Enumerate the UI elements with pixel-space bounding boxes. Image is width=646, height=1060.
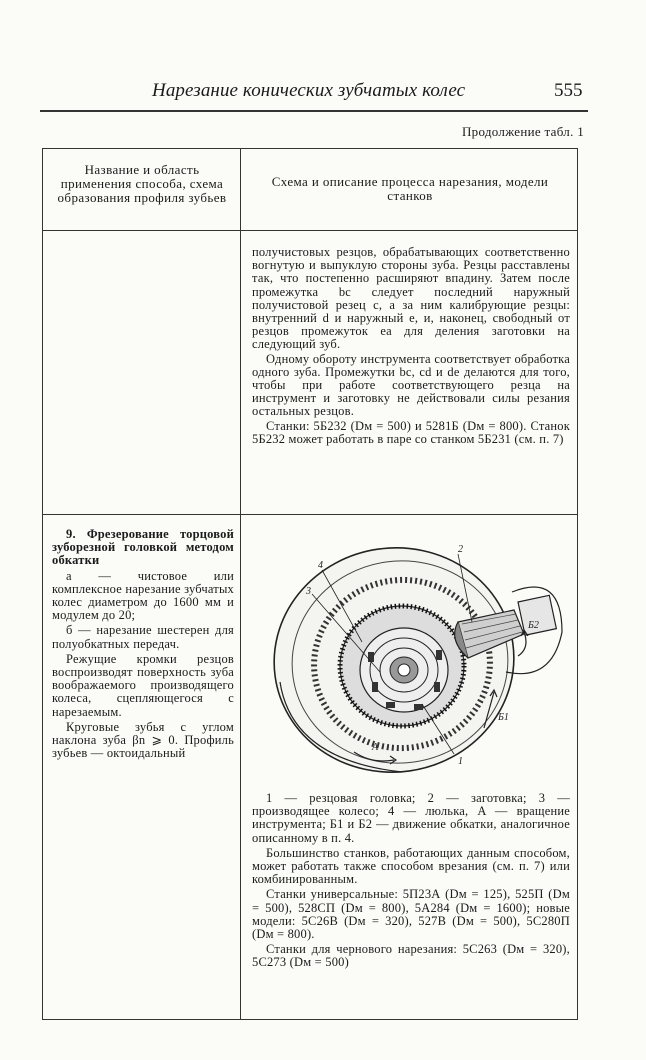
figure-label-b2: Б2 <box>528 620 539 631</box>
table-row-divider <box>42 514 578 515</box>
row2-paragraph-machines: Большинство станков, работающих данным способом, может работать также способом врезания (см. п. 7) или комбинированным. <box>252 845 570 887</box>
row1-paragraph-2: Одному обороту инструмента соответствует обработка одного зуба. Промежутки bc, cd и de делаются для того, чтобы при работе соответствующего резца на инструмент и заготовку не действовали силы резания остальных резцов. <box>252 351 570 419</box>
table-header-divider <box>42 230 578 231</box>
method-title: 9. Фрезерование торцовой зуборезной головкой методом обкатки <box>52 527 234 568</box>
figure-label-1: 1 <box>458 756 463 767</box>
figure-label-2: 2 <box>458 544 463 555</box>
column-header-method: Название и область применения способа, схема образования профиля зубьев <box>57 162 227 205</box>
running-header-title: Нарезание конических зубчатых колес <box>152 80 466 101</box>
row2-paragraph-universal: Станки универсальные: 5П23А (Dм = 125), 525П (Dм = 500), 528СП (Dм = 800), 5А284 (Dм = 1600); новые модели: 5С26В (Dм = 320), 527В (Dм = 500), 5С280П (Dм = 800). <box>252 887 570 942</box>
table-column-divider <box>240 148 241 1020</box>
figure-label-4: 4 <box>318 560 323 571</box>
figure-caption: 1 — резцовая головка; 2 — заготовка; 3 — производящее колесо; 4 — люлька, A — вращение инструмента; Б1 и Б2 — движение обкатки, аналогичное описанному в п. 4. <box>252 791 570 845</box>
row2-method-cell <box>52 528 234 760</box>
method-tooth-profile: Круговые зубья с углом наклона зуба βn ⩾ 0. Профиль зубьев — октоидальный <box>52 719 234 761</box>
method-application-b: б — нарезание шестерен для полуобкатных передач. <box>52 623 234 651</box>
column-header-description: Схема и описание процесса нарезания, модели станков <box>271 174 549 203</box>
figure-label-3: 3 <box>306 586 311 597</box>
method-cutting-edges: Режущие кромки резцов воспроизводят поверхность зуба воображаемого производящего колеса, сцепляющегося с нарезаемым. <box>52 651 234 719</box>
page-number: 555 <box>554 80 583 101</box>
figure-label-a: A <box>372 742 379 753</box>
row1-paragraph-1: получистовых резцов, обрабатывающих соответственно вогнутую и выпуклую стороны зуба. Резцы расставлены так, что постепенно расширяют впадину. Затем после промежутка bc следует последний наружный получистовой резец c, а за ним калибрующие резцы: внутренний d и наружный e, и, наконец, свободный от резцов промежуток ea для деления заготовки на следующий зуб. <box>252 245 570 352</box>
row2-paragraph-roughing: Станки для чернового нарезания: 5С263 (Dм = 320), 5С273 (Dм = 500) <box>252 942 570 970</box>
row2-description <box>252 792 570 970</box>
figure-label-b1: Б1 <box>498 712 509 723</box>
header-rule <box>40 110 588 112</box>
gear-cutting-diagram <box>262 532 572 780</box>
row1-description <box>252 246 570 446</box>
row1-paragraph-3: Станки: 5Б232 (Dм = 500) и 5281Б (Dм = 800). Станок 5Б232 может работать в паре со станком 5Б231 (см. п. 7) <box>252 418 570 446</box>
method-application-a: а — чистовое или комплексное нарезание зубчатых колес диаметром до 1600 мм и модулем до 20; <box>52 568 234 623</box>
table-continuation-label: Продолжение табл. 1 <box>461 124 584 139</box>
